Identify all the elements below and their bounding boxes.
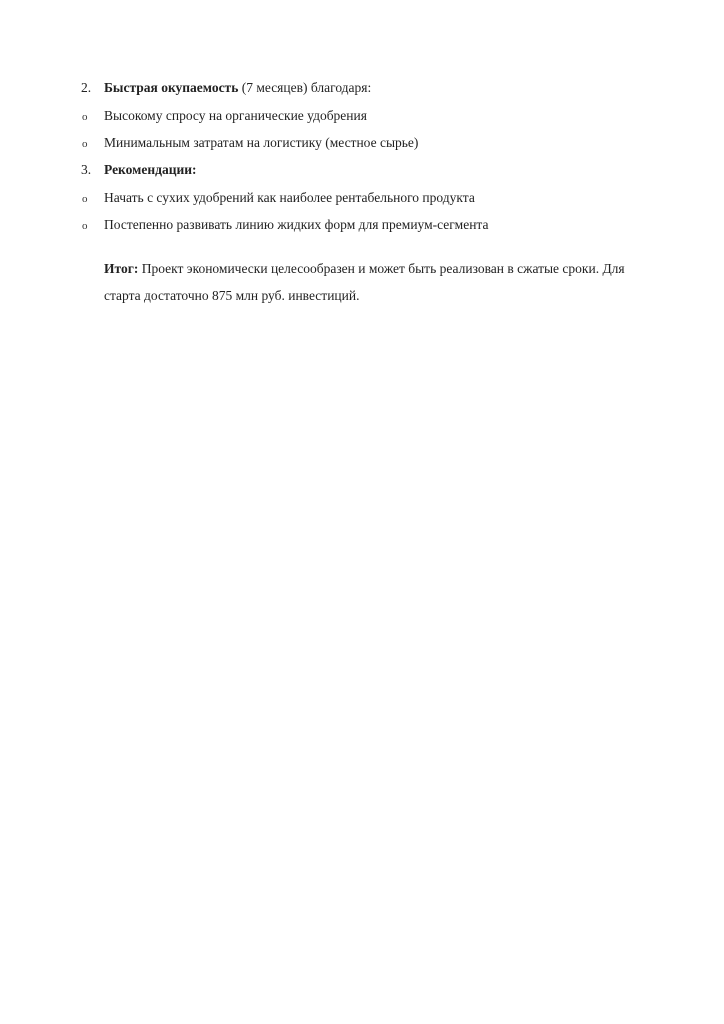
bullet-icon: o <box>82 193 88 205</box>
list-number: 3. <box>81 162 92 177</box>
bullet-item: Постепенно развивать линию жидких форм для премиум-сегмента <box>104 217 489 232</box>
list-item-bold-text: Рекомендации: <box>104 162 197 177</box>
summary-text-line2: старта достаточно 875 млн руб. инвестиций. <box>104 288 360 303</box>
summary-line <box>104 260 625 278</box>
bullet-icon: o <box>82 138 88 150</box>
list-number: 2. <box>81 80 92 95</box>
list-item-text: (7 месяцев) благодаря: <box>238 80 372 95</box>
bullet-icon: o <box>82 220 88 232</box>
bullet-item: Начать с сухих удобрений как наиболее рентабельного продукта <box>104 190 475 205</box>
summary-text-line1: Проект экономически целесообразен и может быть реализован в сжатые сроки. Для <box>138 261 625 276</box>
list-item-heading <box>104 161 197 179</box>
list-item-bold-text: Быстрая окупаемость <box>104 80 239 95</box>
summary-label: Итог: <box>104 261 139 276</box>
bullet-item: Минимальным затратам на логистику (местное сырье) <box>104 135 419 150</box>
bullet-item: Высокому спросу на органические удобрения <box>104 108 367 123</box>
list-item-heading <box>104 79 371 97</box>
bullet-icon: o <box>82 111 88 123</box>
